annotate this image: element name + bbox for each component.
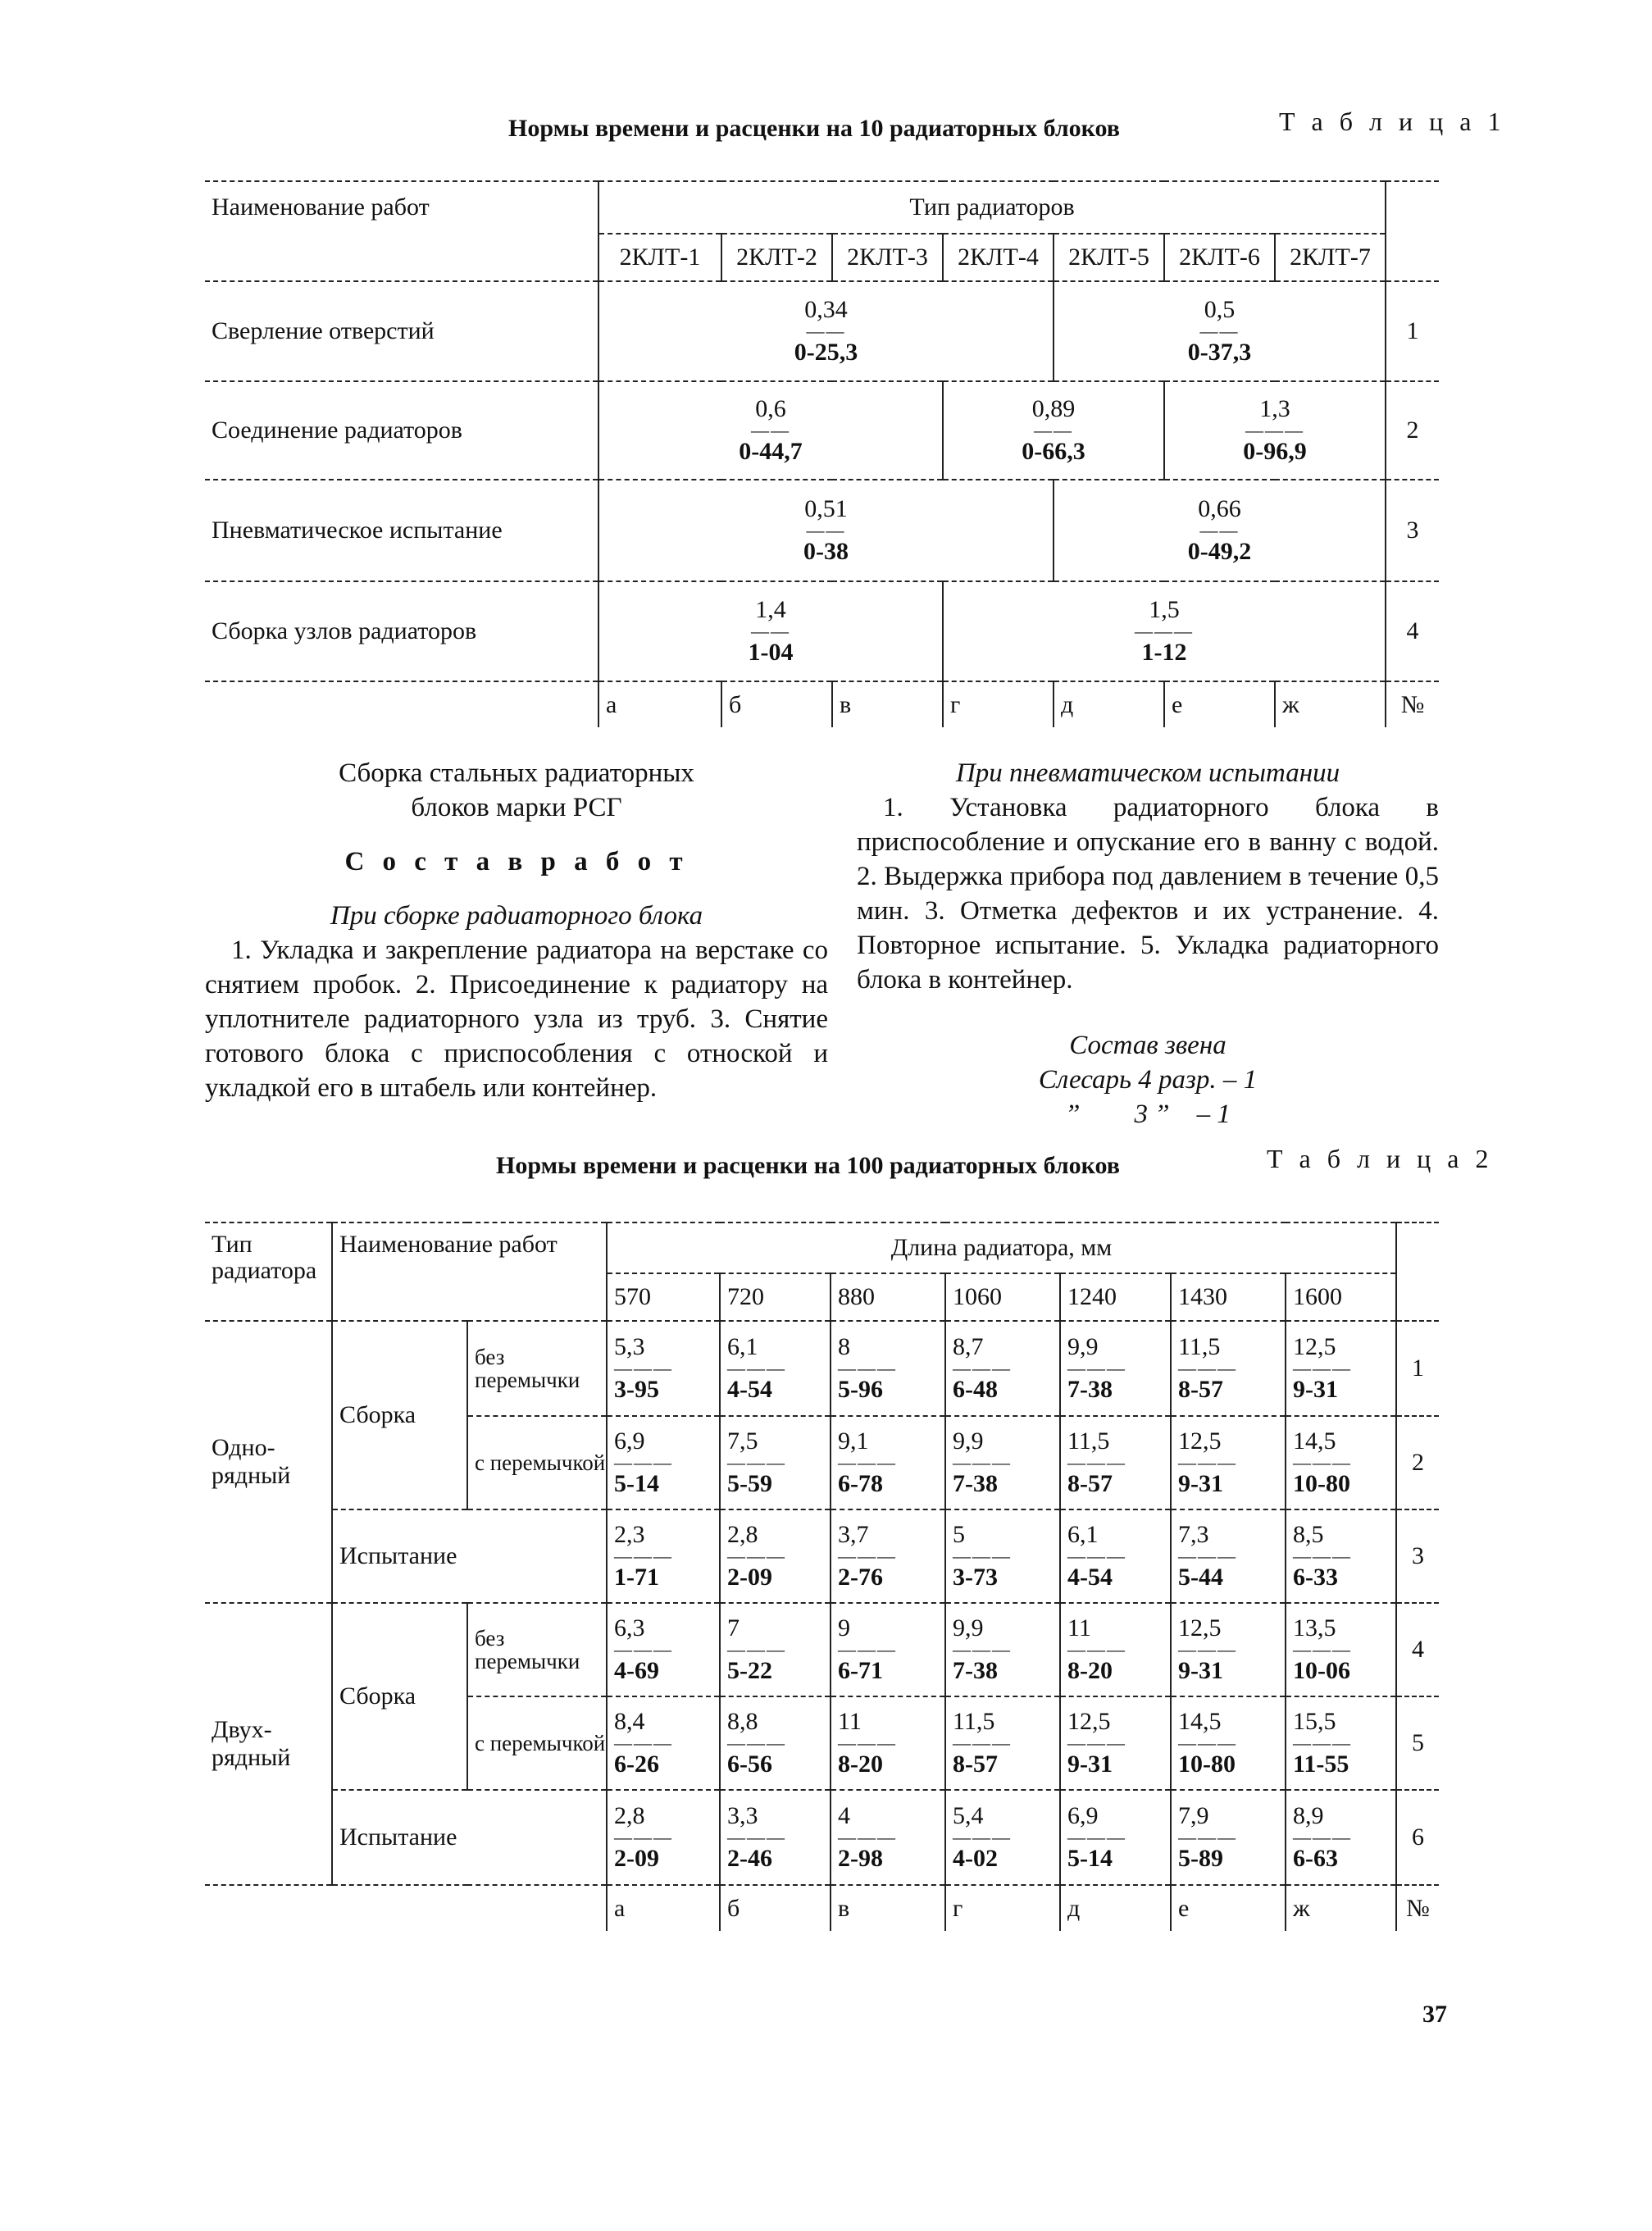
t2-subwork-cell: с перемычкой [467,1416,607,1509]
right-subheading: При пневматическом испытании [955,758,1340,788]
t1-cell: 1,4 —— 1-04 [598,581,943,681]
t2-row-no: 3 [1396,1509,1439,1603]
t2-letter: д [1060,1885,1171,1931]
t2-length: 1430 [1171,1273,1286,1321]
t1-row-name: Соединение радиаторов [205,381,598,480]
t2-value-cell: 2,3 ——— 1-71 [607,1509,720,1603]
t2-value-cell: 3,7 ——— 2-76 [831,1509,945,1603]
t1-header-type: Тип радиаторов [598,181,1386,234]
t1-row-no: 2 [1386,381,1439,480]
t2-type-cell: Двух-рядный [205,1603,332,1885]
left-column [205,756,828,1105]
t2-value-cell: 6,9 ——— 5-14 [607,1416,720,1509]
t2-length: 1060 [945,1273,1060,1321]
t2-value-cell: 11,5 ——— 8-57 [945,1696,1060,1790]
t2-value-cell: 12,5 ——— 9-31 [1171,1603,1286,1696]
table1-title: Нормы времени и расценки на 10 радиаторных блоков [508,115,1121,142]
t1-row-no: 4 [1386,581,1439,681]
t2-value-cell: 5,4 ——— 4-02 [945,1790,1060,1885]
table2-body [205,1321,1439,1885]
t2-value-cell: 14,5 ——— 10-80 [1286,1416,1396,1509]
t1-cell: 0,34 —— 0-25,3 [598,281,1054,381]
page-number: 37 [1422,2001,1447,2028]
t2-value-cell: 11 ——— 8-20 [1060,1603,1171,1696]
left-heading-2: блоков марки РСГ [411,793,622,822]
t1-cell: 1,5 ——— 1-12 [943,581,1386,681]
t2-value-cell: 11,5 ——— 8-57 [1171,1321,1286,1416]
t2-row-no: 6 [1396,1790,1439,1885]
t2-value-cell: 6,3 ——— 4-69 [607,1603,720,1696]
t1-type: 2КЛТ-7 [1275,234,1386,281]
t2-value-cell: 7,3 ——— 5-44 [1171,1509,1286,1603]
t1-header-work: Наименование работ [205,181,598,281]
t1-row-name: Пневматическое испытание [205,480,598,581]
t1-letter: ж [1275,681,1386,727]
t2-header-work: Наименование работ [332,1222,607,1321]
t2-subwork-cell: с перемычкой [467,1696,607,1790]
t2-value-cell: 12,5 ——— 9-31 [1060,1696,1171,1790]
t1-row-name: Сверление отверстий [205,281,598,381]
t2-length: 1240 [1060,1273,1171,1321]
t2-value-cell: 6,1 ——— 4-54 [720,1321,831,1416]
t2-value-cell: 11 ——— 8-20 [831,1696,945,1790]
t2-value-cell: 2,8 ——— 2-09 [607,1790,720,1885]
left-text: 1. Укладка и закрепление радиатора на верстаке со снятием пробок. 2. Присоединение к радиатору на уплотнителе радиаторного узла из труб. 3. Снятие готового блока с приспособления с отноской и укладкой его в штабель или контейнер. [205,936,828,1103]
t1-letter: е [1164,681,1275,727]
t2-value-cell: 8,4 ——— 6-26 [607,1696,720,1790]
t2-value-cell: 9,9 ——— 7-38 [1060,1321,1171,1416]
t1-type: 2КЛТ-5 [1054,234,1164,281]
t2-row-no: 4 [1396,1603,1439,1696]
t2-header-type: Тип радиатора [205,1222,332,1321]
t2-value-cell: 9,9 ——— 7-38 [945,1603,1060,1696]
t1-no-label: № [1386,681,1439,727]
t1-cell: 0,5 —— 0-37,3 [1054,281,1386,381]
composition-heading: С о с т а в р а б о т [344,847,689,876]
t1-letter: в [832,681,943,727]
t2-type-cell: Одно-рядный [205,1321,332,1603]
t2-value-cell: 9,1 ——— 6-78 [831,1416,945,1509]
table2-label: Т а б л и ц а 2 [1267,1144,1494,1173]
t1-type: 2КЛТ-3 [832,234,943,281]
crew-heading: Состав звена [1069,1031,1226,1060]
t1-letter: д [1054,681,1164,727]
t1-cell: 0,89 —— 0-66,3 [943,381,1164,480]
t2-row-no: 1 [1396,1321,1439,1416]
t2-header-length: Длина радиатора, мм [607,1222,1396,1273]
t2-value-cell: 8,8 ——— 6-56 [720,1696,831,1790]
t2-value-cell: 8,9 ——— 6-63 [1286,1790,1396,1885]
t2-value-cell: 6,1 ——— 4-54 [1060,1509,1171,1603]
t2-letter: ж [1286,1885,1396,1931]
t2-value-cell: 7 ——— 5-22 [720,1603,831,1696]
t2-value-cell: 4 ——— 2-98 [831,1790,945,1885]
table2-title: Нормы времени и расценки на 100 радиаторных блоков [496,1152,1121,1179]
t2-work-cell: Испытание [332,1790,607,1885]
t1-type: 2КЛТ-6 [1164,234,1275,281]
t2-row-no: 5 [1396,1696,1439,1790]
t2-letter: а [607,1885,720,1931]
t2-work-cell: Сборка [332,1603,467,1790]
t2-value-cell: 5,3 ——— 3-95 [607,1321,720,1416]
t1-cell: 0,6 —— 0-44,7 [598,381,943,480]
t2-work-cell: Испытание [332,1509,607,1603]
crew-line-1: Слесарь 4 разр. – 1 [1038,1065,1258,1095]
crew-line-2: ” 3 ” – 1 [1065,1100,1231,1129]
t2-value-cell: 8,5 ——— 6-33 [1286,1509,1396,1603]
t2-length: 1600 [1286,1273,1396,1321]
t1-cell: 0,66 —— 0-49,2 [1054,480,1386,581]
t1-letter: б [721,681,832,727]
table2 [205,1222,1439,1931]
t2-value-cell: 15,5 ——— 11-55 [1286,1696,1396,1790]
t2-value-cell: 9,9 ——— 7-38 [945,1416,1060,1509]
left-subheading: При сборке радиаторного блока [330,901,703,931]
t2-value-cell: 2,8 ——— 2-09 [720,1509,831,1603]
t2-value-cell: 8 ——— 5-96 [831,1321,945,1416]
t2-value-cell: 11,5 ——— 8-57 [1060,1416,1171,1509]
right-column [857,756,1439,1131]
t2-length: 570 [607,1273,720,1321]
t2-row-no: 2 [1396,1416,1439,1509]
table1 [205,180,1439,727]
t2-value-cell: 5 ——— 3-73 [945,1509,1060,1603]
t2-value-cell: 3,3 ——— 2-46 [720,1790,831,1885]
t2-value-cell: 9 ——— 6-71 [831,1603,945,1696]
t2-value-cell: 14,5 ——— 10-80 [1171,1696,1286,1790]
t1-row-name: Сборка узлов радиаторов [205,581,598,681]
t1-row-no: 3 [1386,480,1439,581]
t1-type: 2КЛТ-1 [598,234,721,281]
t2-value-cell: 7,9 ——— 5-89 [1171,1790,1286,1885]
t1-type: 2КЛТ-2 [721,234,832,281]
t2-work-cell: Сборка [332,1321,467,1509]
t2-no-label: № [1396,1885,1439,1931]
t2-value-cell: 12,5 ——— 9-31 [1286,1321,1396,1416]
t1-letter: а [598,681,721,727]
t2-value-cell: 7,5 ——— 5-59 [720,1416,831,1509]
t1-type: 2КЛТ-4 [943,234,1054,281]
t2-letter: б [720,1885,831,1931]
t1-letter: г [943,681,1054,727]
table1-label: Т а б л и ц а 1 [1279,107,1506,136]
t2-length: 880 [831,1273,945,1321]
t1-row-no: 1 [1386,281,1439,381]
t2-letter: е [1171,1885,1286,1931]
t2-value-cell: 12,5 ——— 9-31 [1171,1416,1286,1509]
t2-value-cell: 13,5 ——— 10-06 [1286,1603,1396,1696]
t2-value-cell: 8,7 ——— 6-48 [945,1321,1060,1416]
t2-subwork-cell: без перемычки [467,1603,607,1696]
left-heading-1: Сборка стальных радиаторных [339,758,694,788]
right-text: 1. Установка радиаторного блока в приспособление и опускание его в ванну с водой. 2. Выдержка прибора под давлением в течение 0,5 мин. 3. Отметка дефектов и их устранение. 4. Повторное испытание. 5. Укладка радиаторного блока в контейнер. [857,793,1439,995]
t2-value-cell: 6,9 ——— 5-14 [1060,1790,1171,1885]
t2-length: 720 [720,1273,831,1321]
t2-subwork-cell: без перемычки [467,1321,607,1416]
t2-letter: г [945,1885,1060,1931]
t1-cell: 1,3 ——— 0-96,9 [1164,381,1386,480]
t2-letter: в [831,1885,945,1931]
t1-cell: 0,51 —— 0-38 [598,480,1054,581]
